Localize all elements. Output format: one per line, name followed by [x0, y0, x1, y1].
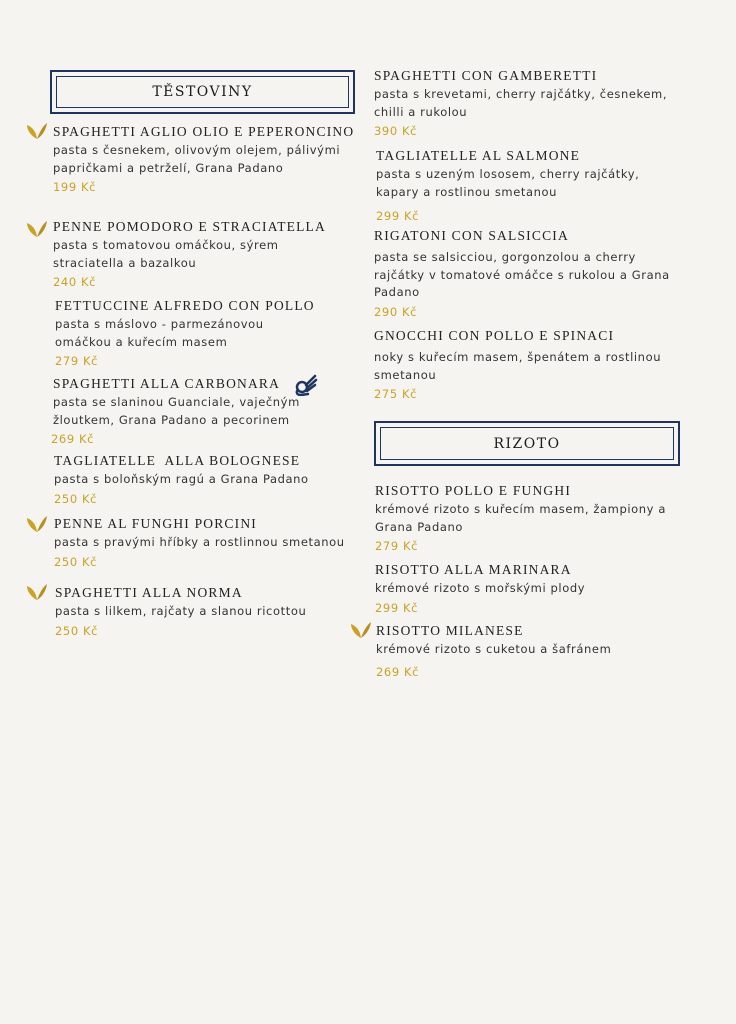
dish-item [374, 328, 694, 401]
dish-name: SPAGHETTI AGLIO OLIO E PEPERONCINO [53, 124, 355, 139]
dish-name: SPAGHETTI ALLA NORMA [55, 585, 243, 600]
dish-description: pasta s pravými hříbky a rostlinnou smetanou [54, 535, 345, 549]
dish-price: 279 Kč [55, 354, 99, 368]
dish-price: 199 Kč [53, 180, 97, 194]
dish-price: 299 Kč [376, 209, 420, 223]
dish-description: pasta s boloňským ragú a Grana Padano [54, 472, 309, 486]
dish-name: RISOTTO ALLA MARINARA [375, 562, 572, 577]
dish-item [54, 453, 354, 506]
dish-name: TAGLIATELLE AL SALMONE [376, 148, 581, 163]
dish-item [53, 219, 353, 289]
dish-price: 290 Kč [374, 304, 418, 319]
dish-description: pasta se salsicciou, gorgonzolou a cherry rajčátky v tomatové omáčce s rukolou a Grana Padano [374, 250, 670, 299]
section-title: TĚSTOVINY [152, 84, 253, 100]
dish-price: 269 Kč [51, 432, 95, 446]
dish-price: 250 Kč [54, 554, 98, 569]
dish-name: GNOCCHI CON POLLO E SPINACI [374, 328, 615, 343]
dish-name: RISOTTO POLLO E FUNGHI [375, 483, 572, 498]
dish-name: SPAGHETTI CON GAMBERETTI [374, 68, 598, 83]
dish-price: 299 Kč [375, 600, 419, 615]
dish-price: 269 Kč [376, 664, 420, 679]
leaf-icon [26, 515, 48, 533]
dish-name: RIGATONI CON SALSICCIA [374, 228, 569, 243]
dish-item [374, 228, 694, 319]
dish-description: pasta s krevetami, cherry rajčátky, česnekem, chilli a rukolou [374, 87, 668, 119]
section-title: RIZOTO [493, 435, 561, 452]
dish-price: 250 Kč [54, 491, 98, 506]
dish-item [53, 124, 358, 194]
dish-description: krémové rizoto s cuketou a šafránem [376, 642, 612, 656]
dish-item [55, 298, 355, 368]
dish-description: noky s kuřecím masem, špenátem a rostlinou smetanou [374, 350, 662, 382]
dish-description: pasta s uzeným lososem, cherry rajčátky, kapary a rostlinou smetanou [376, 167, 640, 199]
dish-name: RISOTTO MILANESE [376, 623, 524, 638]
dish-price: 240 Kč [53, 275, 97, 289]
dish-description: pasta s tomatovou omáčkou, sýrem straciatella a bazalkou [53, 238, 279, 270]
dish-price: 250 Kč [55, 623, 99, 638]
leaf-icon [26, 220, 48, 238]
dish-item [53, 376, 343, 446]
dish-name: FETTUCCINE ALFREDO CON POLLO [55, 298, 315, 313]
dish-item [376, 623, 696, 679]
dish-name: PENNE POMODORO E STRACIATELLA [53, 219, 326, 234]
section-header-risotto [374, 421, 680, 466]
leaf-icon [26, 122, 48, 140]
dish-item [374, 68, 694, 138]
dish-price: 390 Kč [374, 124, 418, 138]
dish-description: pasta s česnekem, olivovým olejem, pálivými papričkami a petrželí, Grana Padano [53, 143, 341, 175]
dish-name: PENNE AL FUNGHI PORCINI [54, 516, 257, 531]
section-header-pasta [50, 70, 355, 114]
dish-description: krémové rizoto s kuřecím masem, žampiony a Grana Padano [375, 502, 666, 534]
dish-description: krémové rizoto s mořskými plody [375, 581, 586, 595]
dish-price: 279 Kč [375, 539, 419, 553]
dish-item [375, 562, 695, 615]
leaf-icon [26, 583, 48, 601]
dish-name: SPAGHETTI ALLA CARBONARA [53, 376, 281, 391]
dish-item [54, 516, 359, 569]
dish-name: TAGLIATELLE ALLA BOLOGNESE [54, 453, 301, 468]
dish-description: pasta s máslovo - parmezánovou omáčkou a kuřecím masem [55, 317, 264, 349]
dish-description: pasta s lilkem, rajčaty a slanou ricottou [55, 604, 307, 618]
dish-price: 275 Kč [374, 387, 418, 401]
dish-item [375, 483, 695, 553]
dish-description: pasta se slaninou Guanciale, vaječným žloutkem, Grana Padano a pecorinem [53, 395, 300, 427]
dish-item [55, 585, 355, 638]
dish-item [376, 148, 696, 223]
